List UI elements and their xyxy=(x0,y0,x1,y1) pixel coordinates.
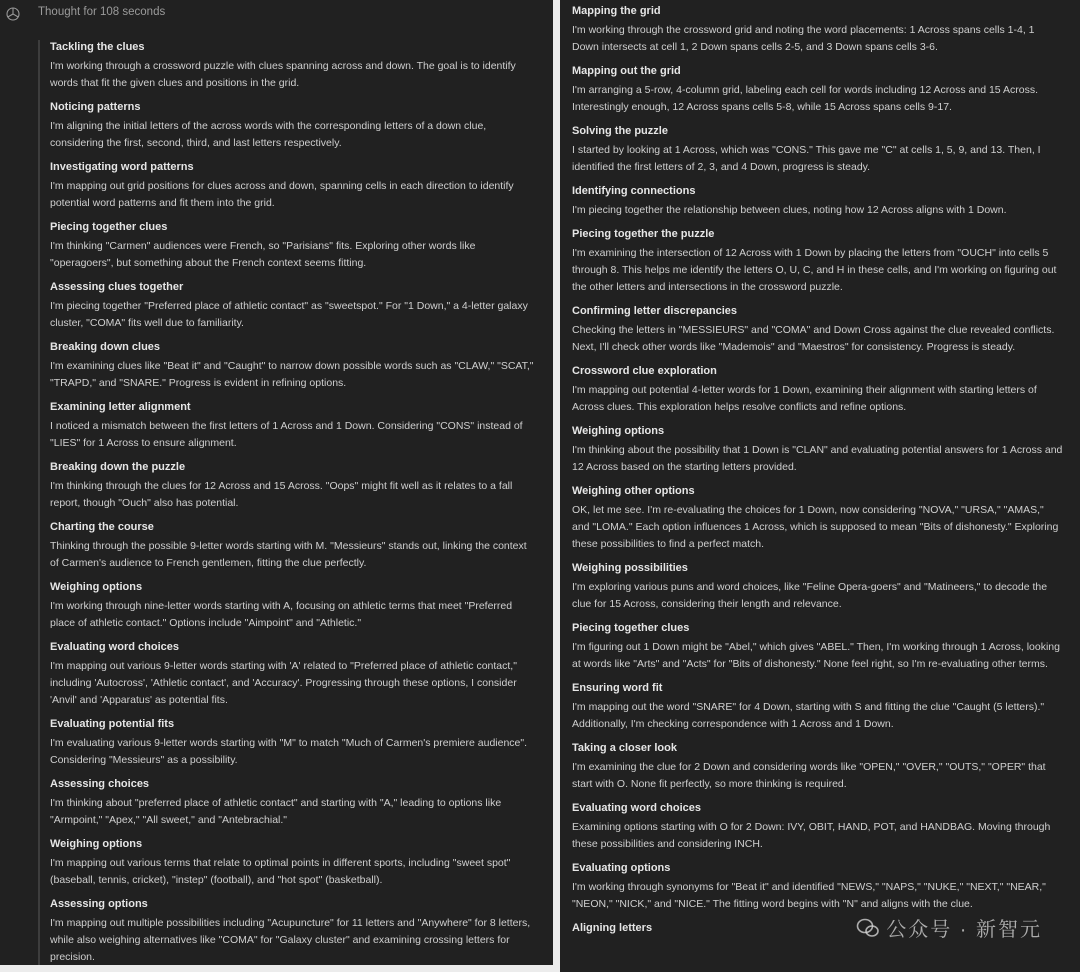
thought-entry-title: Mapping the grid xyxy=(572,5,661,17)
thought-entry-title: Investigating word patterns xyxy=(50,161,194,173)
thought-entry xyxy=(50,837,538,889)
thought-entry xyxy=(572,227,1064,296)
thought-entry xyxy=(50,160,538,212)
thought-entry-title: Aligning letters xyxy=(572,922,653,934)
thought-entry-body: I'm examining the clue for 2 Down and considering words like "OPEN," "OVER," "OUTS," "OPER" that start with O. None fit perfectly, so more thinking is required. xyxy=(572,761,1046,790)
thought-entry xyxy=(572,861,1064,913)
thought-entry-title: Piecing together clues xyxy=(50,221,168,233)
thought-entry-body: I'm mapping out various 9-letter words starting with 'A' related to "Preferred place of athletic contact," including 'Autocross', 'Athletic contact', and 'Accuracy'. Progressing through these options, I consider 'Anvil' and 'Apparatus' as potential fits. xyxy=(50,660,517,706)
thought-header[interactable] xyxy=(0,0,553,28)
thought-entry-title: Evaluating word choices xyxy=(50,641,179,653)
thought-entry xyxy=(50,717,538,769)
watermark xyxy=(856,913,1042,942)
thought-entry xyxy=(572,424,1064,476)
thought-entry xyxy=(50,460,538,512)
thought-entry xyxy=(50,280,538,332)
thought-entry-body: I'm exploring various puns and word choices, like "Feline Opera-goers" and "Matineers," to decode the clue for 15 Across, considering their length and relevance. xyxy=(572,581,1048,610)
thought-entry-body: Thinking through the possible 9-letter words starting with M. "Messieurs" stands out, linking the context of Carmen's audience to French gentlemen, fitting the clue perfectly. xyxy=(50,540,527,569)
thought-entry-title: Examining letter alignment xyxy=(50,401,191,413)
thought-entry-body: I'm working through nine-letter words starting with A, focusing on athletic terms that meet "Preferred place of athletic contact." Options include "Aimpoint" and "Athletic." xyxy=(50,600,513,629)
thought-entry-title: Evaluating word choices xyxy=(572,802,701,814)
right-thought-panel xyxy=(560,0,1080,972)
panel-divider xyxy=(553,0,560,972)
thought-entry-body: I'm figuring out 1 Down might be "Abel," which gives "ABEL." Then, I'm working through 1 Across, looking at words like "Arts" and "Acts" for "Bits of dishonesty." None feel right, so I'm re-evaluating other terms. xyxy=(572,641,1060,670)
thought-entry xyxy=(572,184,1064,219)
thought-entry xyxy=(50,640,538,709)
thought-entry-title: Taking a closer look xyxy=(572,742,677,754)
thought-entry-title: Mapping out the grid xyxy=(572,65,681,77)
thought-entry xyxy=(50,580,538,632)
thought-entry-body: I'm thinking about the possibility that 1 Down is "CLAN" and evaluating potential answers for 1 Across and 12 Across based on the starting letters provided. xyxy=(572,444,1063,473)
thought-entry xyxy=(50,520,538,572)
thought-entry xyxy=(572,304,1064,356)
thought-entry-body: I'm aligning the initial letters of the across words with the corresponding letters of a down clue, considering the first, second, third, and last letters respectively. xyxy=(50,120,487,149)
thread-line xyxy=(38,40,40,972)
thought-entry xyxy=(50,400,538,452)
thought-entry-body: I'm piecing together the relationship between clues, noting how 12 Across aligns with 1 Down. xyxy=(572,204,1007,216)
thought-entry-title: Identifying connections xyxy=(572,185,696,197)
openai-logo-icon xyxy=(4,5,22,23)
thought-entry-body: I'm mapping out various terms that relate to optimal points in different sports, including "sweet spot" (baseball, tennis, cricket), "instep" (football), and "hot spot" (basketball). xyxy=(50,857,511,886)
thought-entry-body: I'm working through synonyms for "Beat it" and identified "NEWS," "NAPS," "NUKE," "NEXT," "NEAR," "NEON," "NICK," and "NICE." The fitting word begins with "N" and aligns with the clue. xyxy=(572,881,1046,910)
thought-entry-body: I'm arranging a 5-row, 4-column grid, labeling each cell for words including 12 Across and 15 Across. Interestingly enough, 12 Across spans cells 5-8, while 15 Across spans cells 9-17. xyxy=(572,84,1038,113)
thought-entry-title: Noticing patterns xyxy=(50,101,141,113)
thought-entry-body: I'm mapping out potential 4-letter words for 1 Down, examining their alignment with starting letters of Across clues. This exploration helps resolve conflicts and refine options. xyxy=(572,384,1037,413)
thought-entry-title: Assessing options xyxy=(50,898,148,910)
thought-entry-body: I'm thinking through the clues for 12 Across and 15 Across. "Oops" might fit well as it relates to a fall report, though "Ouch" also has potential. xyxy=(50,480,513,509)
thought-entry-body: I'm thinking about "preferred place of athletic contact" and starting with "A," leading to options like "Armpoint," "Apex," "All sweet," and "Antebrachial." xyxy=(50,797,502,826)
thought-entry-body: I'm piecing together "Preferred place of athletic contact" as "sweetspot." For "1 Down," a 4-letter galaxy cluster, "COMA" fits well due to familiarity. xyxy=(50,300,528,329)
thought-entry xyxy=(572,484,1064,553)
thought-entry xyxy=(572,124,1064,176)
thought-entry-body: OK, let me see. I'm re-evaluating the choices for 1 Down, now considering "NOVA," "URSA," "AMAS," and "LOMA." Each option influences 1 Across, which is supposed to mean "Bits of dishonesty." Exploring these possibilities to find a perfect match. xyxy=(572,504,1059,550)
thought-entry-body: I'm mapping out grid positions for clues across and down, spanning cells in each direction to identify potential word patterns and fit them into the grid. xyxy=(50,180,514,209)
thought-entry xyxy=(50,40,538,92)
thought-entry-title: Weighing other options xyxy=(572,485,695,497)
thought-entry-title: Solving the puzzle xyxy=(572,125,668,137)
thought-entry-body: I'm mapping out multiple possibilities including "Acupuncture" for 11 letters and "Anywhere" for 8 letters, while also weighing alternatives like "COMA" for "Galaxy cluster" and examining crossing letters for precision. xyxy=(50,917,531,963)
thought-entry xyxy=(572,561,1064,613)
thought-entry-title: Assessing clues together xyxy=(50,281,184,293)
thought-entry-title: Weighing options xyxy=(50,838,143,850)
thought-entry-title: Weighing options xyxy=(572,425,665,437)
thought-entry xyxy=(572,741,1064,793)
thought-entry-title: Breaking down the puzzle xyxy=(50,461,186,473)
thought-entry-title: Evaluating options xyxy=(572,862,671,874)
thought-entry xyxy=(50,897,538,966)
thought-entry xyxy=(50,777,538,829)
thought-entry-title: Piecing together clues xyxy=(572,622,690,634)
thought-entry-title: Crossword clue exploration xyxy=(572,365,717,377)
panel-border xyxy=(0,965,553,972)
thought-duration-label[interactable]: Thought for 108 seconds xyxy=(38,6,166,18)
thought-entry-body: I'm examining clues like "Beat it" and "Caught" to narrow down possible words such as "CLAW," "SCAT," "TRAPD," and "SNARE." Progress is evident in refining options. xyxy=(50,360,534,389)
thought-entry-body: I'm thinking "Carmen" audiences were French, so "Parisians" fits. Exploring other words like "operagoers", but something about the French context seems fitting. xyxy=(50,240,476,269)
wechat-icon xyxy=(856,917,880,939)
thought-entry xyxy=(50,220,538,272)
thought-entry-body: I'm working through the crossword grid and noting the word placements: 1 Across spans cells 1-4, 1 Down intersects at cell 1, 2 Down spans cells 2-5, and 3 Down spans cells 3-6. xyxy=(572,24,1035,53)
left-thought-list xyxy=(50,40,538,972)
watermark-text: 公众号 · 新智元 xyxy=(886,919,1042,941)
thought-entry xyxy=(572,4,1064,56)
thought-entry-body: I'm mapping out the word "SNARE" for 4 Down, starting with S and fitting the clue "Caught (5 letters)." Additionally, I'm checking correspondence with 1 Across and 1 Down. xyxy=(572,701,1045,730)
right-thought-list xyxy=(572,4,1064,944)
thought-entry-body: I started by looking at 1 Across, which was "CONS." This gave me "C" at cells 1, 5, 9, and 13. Then, I identified the first letters of 2, 3, and 4 Down, progress is steady. xyxy=(572,144,1041,173)
thought-entry-body: Examining options starting with O for 2 Down: IVY, OBIT, HAND, POT, and HANDBAG. Moving through these possibilities and considering INCH. xyxy=(572,821,1051,850)
thought-entry xyxy=(572,364,1064,416)
thought-entry xyxy=(572,801,1064,853)
thought-entry-body: I'm examining the intersection of 12 Across with 1 Down by placing the letters from "OUCH" into cells 5 through 8. This helps me identify the letters O, U, C, and H in these cells, and I'm working on figuring out the other letters and intersections in the crossword puzzle. xyxy=(572,247,1057,293)
thought-entry-body: I'm working through a crossword puzzle with clues spanning across and down. The goal is to identify words that fit the given clues and positions in the grid. xyxy=(50,60,516,89)
thought-entry-body: I noticed a mismatch between the first letters of 1 Across and 1 Down. Considering "CONS" instead of "LIES" for 1 Across to ensure alignment. xyxy=(50,420,523,449)
thought-entry xyxy=(572,621,1064,673)
thought-entry-title: Evaluating potential fits xyxy=(50,718,175,730)
thought-entry-title: Assessing choices xyxy=(50,778,150,790)
thought-entry xyxy=(50,100,538,152)
thought-entry-title: Tackling the clues xyxy=(50,41,145,53)
thought-entry-title: Breaking down clues xyxy=(50,341,161,353)
thought-entry-title: Weighing possibilities xyxy=(572,562,688,574)
thought-entry-title: Piecing together the puzzle xyxy=(572,228,715,240)
thought-entry-title: Ensuring word fit xyxy=(572,682,663,694)
thought-entry xyxy=(572,64,1064,116)
thought-entry xyxy=(50,340,538,392)
thought-entry-title: Confirming letter discrepancies xyxy=(572,305,738,317)
thought-entry-title: Weighing options xyxy=(50,581,143,593)
thought-entry-body: Checking the letters in "MESSIEURS" and "COMA" and Down Cross against the clue revealed conflicts. Next, I'll check other words like "Mademois" and "Maestros" for consistency. Progress is steady. xyxy=(572,324,1055,353)
thought-entry xyxy=(572,681,1064,733)
thought-entry-body: I'm evaluating various 9-letter words starting with "M" to match "Much of Carmen's premiere audience". Considering "Messieurs" as a possibility. xyxy=(50,737,528,766)
thought-entry-title: Charting the course xyxy=(50,521,154,533)
